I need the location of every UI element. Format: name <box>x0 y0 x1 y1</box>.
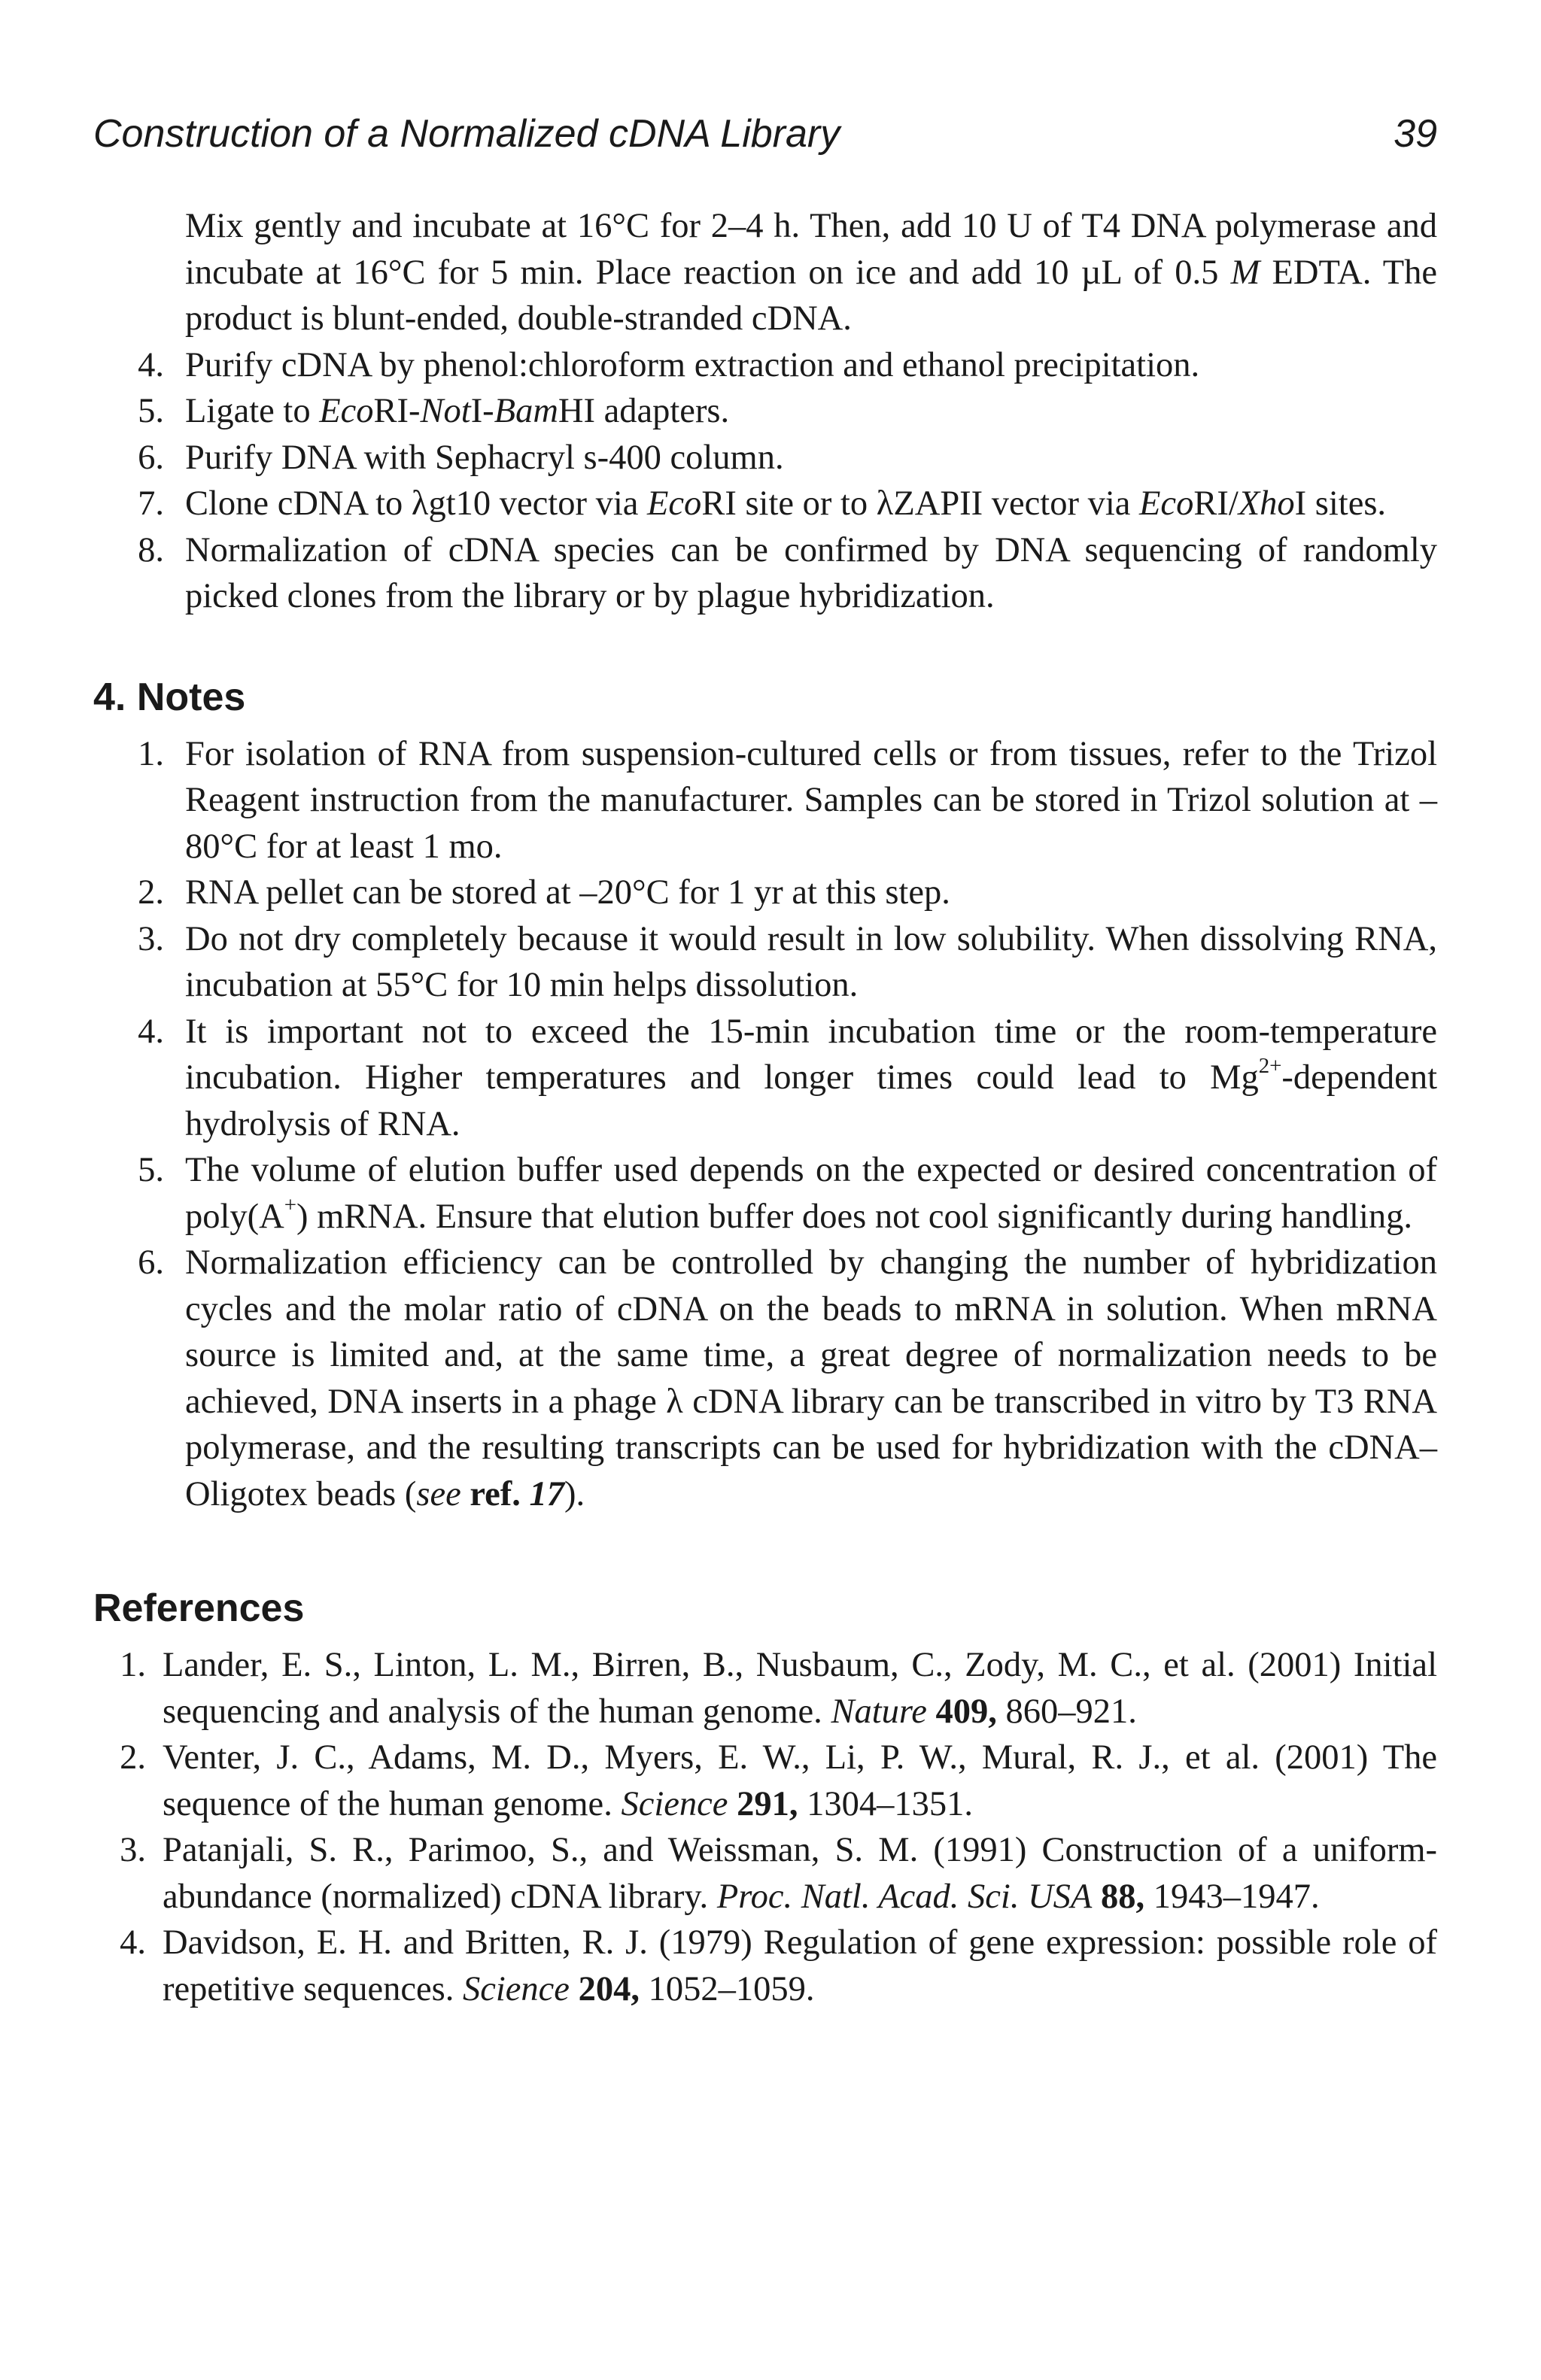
item-number: 4. <box>138 345 164 384</box>
item-number: 1. <box>138 734 164 773</box>
running-header <box>93 111 1437 164</box>
list-item: 4. It is important not to exceed the 15-min incubation time or the room-temperature incubation. Higher temperatures and longer times could lead to $Mg^{2+}$-dependent hydrolysis of RNA. <box>93 1009 1437 1148</box>
list-item: 5. Ligate to EcoRI-NotI-BamHI adapters. <box>93 388 1437 435</box>
item-number: 1. <box>120 1646 146 1684</box>
item-number: 5. <box>138 1151 164 1189</box>
item-number: 3. <box>120 1831 146 1869</box>
reference-item: 2. Venter, J. C., Adams, M. D., Myers, E. W., Li, P. W., Mural, R. J., et al. (2001) The sequence of the human genome. Science 291, 1304–1351. <box>93 1735 1437 1827</box>
methods-steps <box>93 203 1437 620</box>
section-heading-notes: 4. Notes <box>93 675 246 719</box>
item-number: 2. <box>138 873 164 912</box>
cross-reference: ref. <box>470 1474 521 1513</box>
item-number: 2. <box>120 1738 146 1777</box>
list-item: 3. Do not dry completely because it would result in low solubility. When dissolving RNA, incubation at 55°C for 10 min helps dissolution. <box>93 916 1437 1009</box>
reference-item: 3. Patanjali, S. R., Parimoo, S., and Weissman, S. M. (1991) Construction of a uniform-abundance (normalized) cDNA library. Proc. Natl. Acad. Sci. USA 88, 1943–1947. <box>93 1827 1437 1920</box>
item-number: 3. <box>138 919 164 958</box>
list-item: 8. Normalization of cDNA species can be confirmed by DNA sequencing of randomly picked clones from the library or by plague hybridization. <box>93 527 1437 620</box>
list-item: 6. Normalization efficiency can be controlled by changing the number of hybridization cycles and the molar ratio of cDNA on the beads to mRNA in solution. When mRNA source is limited and, at the same time, a great degree of normalization needs to be achieved, DNA inserts in a phage λ cDNA library can be transcribed in vitro by T3 RNA polymerase, and the resulting transcripts can be used for hybridization with the cDNA–Oligotex beads (see ref. 17). <box>93 1240 1437 1517</box>
references-list <box>93 1642 1437 2012</box>
list-item: 1. For isolation of RNA from suspension-cultured cells or from tissues, refer to the Trizol Reagent instruction from the manufacturer. Samples can be stored in Trizol solution at –80°C for at least 1 mo. <box>93 731 1437 870</box>
item-number: 6. <box>138 438 164 477</box>
list-item: 2. RNA pellet can be stored at –20°C for 1 yr at this step. <box>93 870 1437 916</box>
reference-item: 4. Davidson, E. H. and Britten, R. J. (1979) Regulation of gene expression: possible role of repetitive sequences. Science 204, 1052–1059. <box>93 1920 1437 2012</box>
item-number: 8. <box>138 530 164 569</box>
item-number: 4. <box>138 1012 164 1051</box>
page-number: 39 <box>1394 112 1437 156</box>
list-item: 4. Purify cDNA by phenol:chloroform extraction and ethanol precipitation. <box>93 342 1437 389</box>
item-number: 7. <box>138 484 164 523</box>
reference-item: 1. Lander, E. S., Linton, L. M., Birren, B., Nusbaum, C., Zody, M. C., et al. (2001) Initial sequencing and analysis of the human genome. Nature 409, 860–921. <box>93 1642 1437 1735</box>
running-title: Construction of a Normalized cDNA Library <box>93 112 840 156</box>
notes-list <box>93 731 1437 1518</box>
step-3-continuation: Mix gently and incubate at 16°C for 2–4 h. Then, add 10 U of T4 DNA polymerase and incubate at 16°C for 5 min. Place reaction on ice and add 10 µL of 0.5 M EDTA. The product is blunt-ended, double-stranded cDNA. <box>185 207 1437 338</box>
list-item: 5. The volume of elution buffer used depends on the expected or desired concentration of poly(A+) mRNA. Ensure that elution buffer does not cool significantly during handling. <box>93 1147 1437 1240</box>
item-number: 6. <box>138 1243 164 1282</box>
list-item: 7. Clone cDNA to λgt10 vector via EcoRI site or to λZAPII vector via EcoRI/XhoI sites. <box>93 481 1437 527</box>
section-heading-references: References <box>93 1586 305 1630</box>
item-number: 4. <box>120 1923 146 1962</box>
list-item: 6. Purify DNA with Sephacryl s-400 column. <box>93 435 1437 481</box>
item-number: 5. <box>138 392 164 430</box>
page-body <box>93 203 1437 2012</box>
